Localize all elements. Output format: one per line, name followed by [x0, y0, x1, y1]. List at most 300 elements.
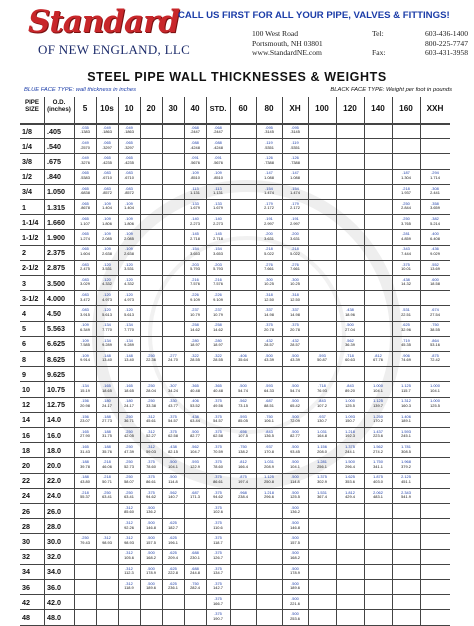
wall-thickness: .088	[191, 140, 199, 145]
schedule-cell	[392, 232, 420, 244]
column-rule	[44, 97, 45, 625]
wall-thickness: .165	[103, 383, 111, 389]
wall-thickness: .322	[191, 352, 199, 358]
schedule-cell	[282, 430, 308, 442]
weight-per-foot: 36.71	[124, 418, 134, 424]
schedule-cell	[392, 171, 420, 183]
weight-per-foot: 78.60	[213, 463, 223, 469]
wall-thickness: .250	[147, 383, 155, 389]
wall-thickness: .500	[291, 550, 299, 556]
wall-thickness: .187	[402, 170, 410, 176]
weight-per-foot: 2.997	[290, 220, 300, 226]
weight-per-foot: 118.9	[124, 585, 134, 591]
wall-thickness: .120	[125, 276, 133, 282]
wall-thickness: .083	[81, 292, 89, 297]
weight-per-foot: 10.79	[190, 311, 200, 317]
weight-per-foot: 94.62	[213, 494, 223, 500]
weight-per-foot: 3.653	[213, 250, 223, 256]
weight-per-foot: 170.2	[373, 418, 383, 424]
row-rule	[20, 336, 450, 337]
wall-thickness: .088	[214, 140, 222, 145]
weight-per-foot: .3297	[102, 144, 112, 150]
weight-per-foot: 7.576	[213, 281, 223, 287]
outside-diameter: 22.0	[47, 476, 61, 486]
weight-per-foot: 245.1	[401, 433, 411, 439]
wall-thickness: .500	[169, 474, 177, 480]
schedule-cell	[118, 430, 140, 442]
wall-thickness: .906	[402, 352, 410, 358]
wall-thickness: .375	[214, 504, 222, 510]
weight-per-foot: 140.7	[168, 494, 178, 500]
wall-thickness: 1.093	[345, 413, 355, 419]
schedule-cell	[364, 491, 392, 503]
weight-per-foot: 164.8	[317, 433, 327, 439]
wall-thickness: .250	[125, 474, 133, 480]
wall-thickness: .165	[125, 383, 133, 389]
weight-per-foot: 102.6	[213, 509, 223, 515]
schedule-cell	[364, 475, 392, 487]
schedule-cell	[364, 445, 392, 457]
schedule-cell	[140, 399, 162, 411]
wall-thickness: .500	[291, 459, 299, 465]
wall-thickness: .179	[291, 200, 299, 206]
schedule-cell	[184, 247, 206, 259]
schedule-cell	[282, 293, 308, 305]
row-rule	[20, 184, 450, 185]
schedule-cell	[336, 491, 364, 503]
wall-thickness: .120	[103, 307, 111, 313]
row-rule	[20, 579, 450, 580]
wall-thickness: .154	[291, 185, 299, 191]
weight-per-foot: 31.75	[102, 433, 112, 439]
pipe-size: 12	[22, 400, 30, 410]
weight-per-foot: 18.96	[345, 311, 355, 317]
weight-per-foot: 46.06	[102, 463, 112, 469]
pipe-size: 18	[22, 445, 30, 455]
weight-per-foot: 209.4	[168, 554, 178, 560]
wall-thickness: .068	[191, 124, 199, 130]
weight-per-foot: 1.131	[190, 190, 200, 196]
weight-per-foot: 63.41	[102, 494, 112, 500]
schedule-cell	[230, 354, 256, 366]
schedule-cell	[96, 141, 118, 153]
wall-thickness: .120	[125, 307, 133, 313]
schedule-cell	[206, 475, 230, 487]
wall-thickness: .562	[239, 398, 247, 404]
wall-thickness: .109	[103, 231, 111, 237]
contact-value: 603-431-3958	[424, 48, 468, 57]
wall-thickness: 2.062	[373, 489, 383, 495]
wall-thickness: .065	[81, 231, 89, 237]
wall-thickness: .065	[81, 170, 89, 176]
schedule-cell	[162, 399, 184, 411]
pipe-size: 3-1/2	[22, 293, 39, 303]
schedule-cell	[140, 445, 162, 457]
schedule-cell	[184, 293, 206, 305]
weight-per-foot: 9.289	[102, 342, 112, 348]
wall-thickness: .250	[147, 398, 155, 404]
schedule-cell	[74, 308, 96, 320]
weight-per-foot: 1.679	[213, 205, 223, 211]
schedule-cell	[184, 491, 206, 503]
wall-thickness: .294	[431, 170, 439, 176]
wall-thickness: .625	[402, 322, 410, 328]
wall-thickness: .375	[291, 322, 299, 328]
schedule-cell	[420, 247, 450, 259]
wall-thickness: .937	[318, 413, 326, 419]
weight-per-foot: 150.7	[345, 418, 355, 424]
wall-thickness: .109	[214, 170, 222, 176]
weight-per-foot: 34.24	[168, 387, 178, 393]
weight-per-foot: 1.714	[430, 174, 440, 180]
schedule-cell	[308, 460, 336, 472]
schedule-cell	[256, 430, 282, 442]
schedule-cell	[96, 293, 118, 305]
weight-per-foot: 2.844	[401, 205, 411, 211]
outside-diameter: 18.0	[47, 445, 61, 455]
wall-thickness: .145	[191, 231, 199, 237]
schedule-cell	[184, 354, 206, 366]
wall-thickness: .687	[191, 489, 199, 495]
schedule-cell	[282, 521, 308, 533]
weight-per-foot: 39.78	[80, 463, 90, 469]
wall-thickness: .091	[214, 155, 222, 161]
schedule-cell	[282, 217, 308, 229]
wall-thickness: .375	[169, 428, 177, 434]
wall-thickness: .065	[81, 216, 89, 221]
wall-thickness: .500	[147, 580, 155, 586]
wall-thickness: .688	[191, 565, 199, 571]
schedule-cell	[96, 536, 118, 548]
weight-per-foot: 47.39	[124, 448, 134, 454]
wall-thickness: .191	[265, 216, 273, 221]
schedule-cell	[74, 430, 96, 442]
legend-wall-thickness: BLUE FACE TYPE: wall thickness in inches	[24, 87, 137, 93]
pipe-size: 9	[22, 369, 26, 379]
schedule-cell	[162, 475, 184, 487]
wall-thickness: .593	[265, 383, 273, 389]
outside-diameter: 5.563	[47, 324, 65, 334]
wall-thickness: .438	[191, 413, 199, 419]
schedule-cell	[184, 308, 206, 320]
schedule-cell	[256, 460, 282, 472]
outside-diameter: .840	[47, 172, 61, 182]
schedule-cell	[282, 126, 308, 138]
website-link[interactable]: www.StandardNE.com	[252, 48, 322, 57]
weight-per-foot: .2447	[213, 129, 223, 135]
wall-thickness: .120	[103, 292, 111, 297]
weight-per-foot: 146.8	[290, 524, 300, 530]
schedule-cell	[282, 612, 308, 624]
wall-thickness: .250	[125, 489, 133, 495]
outside-diameter: 14.0	[47, 415, 61, 425]
wall-thickness: .148	[125, 352, 133, 358]
wall-thickness: .120	[103, 276, 111, 282]
schedule-cell	[256, 187, 282, 199]
column-header: 10	[124, 104, 134, 113]
wall-thickness: .180	[103, 398, 111, 404]
weight-per-foot: 14.62	[190, 326, 200, 332]
schedule-cell	[118, 551, 140, 563]
wall-thickness: .625	[169, 565, 177, 571]
wall-thickness: .218	[103, 474, 111, 480]
weight-per-foot: .1863	[102, 129, 112, 135]
wall-thickness: .375	[214, 428, 222, 434]
column-header: XH	[289, 104, 301, 113]
weight-per-foot: 1.679	[190, 205, 200, 211]
weight-per-foot: 67.76	[373, 357, 383, 363]
row-rule	[20, 564, 450, 565]
contact-value: 603-436-1400	[424, 29, 468, 38]
schedule-cell	[140, 384, 162, 396]
weight-per-foot: .7388	[264, 159, 274, 165]
wall-thickness: .500	[169, 459, 177, 465]
schedule-cell	[74, 293, 96, 305]
wall-thickness: .109	[125, 246, 133, 252]
weight-per-foot: .3145	[264, 129, 274, 135]
wall-thickness: .375	[402, 261, 410, 267]
wall-thickness: .375	[214, 565, 222, 571]
schedule-cell	[74, 141, 96, 153]
weight-per-foot: 62.58	[168, 433, 178, 439]
schedule-cell	[118, 156, 140, 168]
schedule-cell	[392, 278, 420, 290]
weight-per-foot: 3.472	[80, 296, 90, 302]
wall-thickness: .500	[191, 428, 199, 434]
wall-thickness: .500	[147, 565, 155, 571]
wall-thickness: .218	[265, 246, 273, 252]
contact-row	[372, 48, 468, 58]
wall-thickness: .330	[169, 398, 177, 404]
schedule-cell	[184, 278, 206, 290]
weight-per-foot: 4.332	[124, 281, 134, 287]
outside-diameter: 48.0	[47, 612, 61, 622]
weight-per-foot: 2.638	[102, 250, 112, 256]
wall-thickness: .500	[147, 550, 155, 556]
weight-per-foot: 53.16	[430, 342, 440, 348]
weight-per-foot: .2570	[80, 144, 90, 150]
weight-per-foot: .4248	[190, 144, 200, 150]
wall-thickness: .188	[103, 444, 111, 449]
wall-thickness: .049	[81, 155, 89, 161]
pipe-size: 3/8	[22, 156, 32, 166]
wall-thickness: .375	[169, 413, 177, 419]
wall-thickness: 1.031	[317, 428, 327, 434]
schedule-cell	[140, 491, 162, 503]
schedule-cell	[140, 506, 162, 518]
wall-thickness: .312	[125, 520, 133, 525]
row-rule	[20, 260, 450, 261]
schedule-cell	[140, 536, 162, 548]
wall-thickness: .937	[265, 444, 273, 449]
address-line: Portsmouth, NH 03801	[252, 38, 323, 48]
schedule-cell	[336, 460, 364, 472]
weight-per-foot: 253.6	[290, 615, 300, 621]
schedule-cell	[420, 171, 450, 183]
weight-per-foot: 208.9	[264, 463, 274, 469]
schedule-cell	[308, 354, 336, 366]
schedule-cell	[96, 217, 118, 229]
wall-thickness: 1.500	[345, 459, 355, 465]
column-header: 120	[343, 104, 357, 113]
schedule-cell	[230, 491, 256, 503]
outside-diameter: 12.75	[47, 400, 65, 410]
weight-per-foot: 166.4	[238, 463, 248, 469]
wall-thickness: .843	[318, 398, 326, 404]
schedule-cell	[308, 384, 336, 396]
contact-label: Tel:	[372, 29, 384, 38]
schedule-cell	[282, 187, 308, 199]
wall-thickness: .091	[191, 155, 199, 161]
weight-per-foot: 2.441	[430, 190, 440, 196]
schedule-cell	[96, 445, 118, 457]
schedule-cell	[256, 171, 282, 183]
wall-thickness: .250	[125, 428, 133, 434]
pipe-size: 30	[22, 536, 30, 546]
schedule-cell	[282, 491, 308, 503]
schedule-cell	[282, 156, 308, 168]
weight-per-foot: 7.585	[80, 342, 90, 348]
weight-per-foot: 114.8	[168, 478, 178, 484]
weight-per-foot: .8510	[190, 174, 200, 180]
weight-per-foot: 14.98	[264, 311, 274, 317]
wall-thickness: .258	[191, 322, 199, 328]
weight-per-foot: 27.90	[80, 433, 90, 439]
outside-diameter: 36.0	[47, 582, 61, 592]
weight-per-foot: 72.09	[290, 418, 300, 424]
pipe-size: 1-1/2	[22, 232, 39, 242]
weight-per-foot: 353.6	[345, 478, 355, 484]
wall-thickness: .750	[431, 322, 439, 328]
outside-diameter: 10.75	[47, 384, 65, 394]
schedule-cell	[364, 399, 392, 411]
wall-thickness: 1.125	[401, 383, 411, 389]
schedule-cell	[364, 460, 392, 472]
weight-per-foot: 4.973	[102, 296, 112, 302]
schedule-cell	[74, 354, 96, 366]
weight-per-foot: 13.69	[430, 266, 440, 272]
wall-thickness: .365	[214, 383, 222, 389]
schedule-cell	[162, 567, 184, 579]
weight-per-foot: 308.5	[401, 448, 411, 454]
wall-thickness: .109	[103, 200, 111, 206]
logo-wordmark: Standard	[28, 4, 180, 40]
weight-per-foot: 1.404	[102, 205, 112, 211]
wall-thickness: .500	[291, 596, 299, 601]
schedule-cell	[184, 399, 206, 411]
wall-thickness: .226	[214, 292, 222, 297]
wall-thickness: .687	[265, 398, 273, 404]
outside-diameter: 28.0	[47, 521, 61, 531]
wall-thickness: .625	[169, 580, 177, 586]
wall-thickness: .035	[81, 124, 89, 130]
wall-thickness: .625	[169, 535, 177, 541]
wall-thickness: .109	[125, 200, 133, 206]
schedule-cell	[206, 536, 230, 548]
outside-diameter: 4.000	[47, 293, 65, 303]
schedule-cell	[74, 232, 96, 244]
weight-per-foot: 63.41	[124, 494, 134, 500]
wall-thickness: .083	[81, 276, 89, 282]
wall-thickness: 1.812	[345, 489, 355, 495]
weight-per-foot: 54.74	[290, 387, 300, 393]
weight-per-foot: 60.63	[345, 357, 355, 363]
wall-thickness: .562	[169, 489, 177, 495]
wall-thickness: 1.000	[345, 398, 355, 404]
wall-thickness: .432	[291, 337, 299, 343]
schedule-cell	[420, 232, 450, 244]
schedule-cell	[206, 232, 230, 244]
wall-thickness: .500	[291, 535, 299, 541]
schedule-cell	[282, 597, 308, 609]
weight-per-foot: 1.088	[264, 174, 274, 180]
schedule-cell	[336, 308, 364, 320]
schedule-cell	[206, 445, 230, 457]
weight-per-foot: 7.770	[102, 326, 112, 332]
wall-thickness: .065	[103, 140, 111, 145]
schedule-cell	[206, 187, 230, 199]
wall-thickness: .312	[125, 550, 133, 556]
weight-per-foot: 236.1	[168, 585, 178, 591]
schedule-cell	[364, 430, 392, 442]
weight-per-foot: 35.76	[102, 448, 112, 454]
wall-thickness: .375	[214, 535, 222, 541]
page-title: STEEL PIPE WALL THICKNESSES & WEIGHTS	[87, 70, 387, 84]
contact-value: 800-225-7747	[424, 38, 468, 48]
weight-per-foot: 126.7	[213, 554, 223, 560]
weight-per-foot: 98.93	[102, 539, 112, 545]
schedule-cell	[140, 354, 162, 366]
wall-thickness: 1.562	[373, 444, 383, 449]
schedule-cell	[392, 202, 420, 214]
wall-thickness: .500	[291, 565, 299, 571]
weight-per-foot: .4248	[213, 144, 223, 150]
pipe-size: 22	[22, 476, 30, 486]
schedule-cell	[256, 247, 282, 259]
wall-thickness: .065	[125, 155, 133, 161]
schedule-cell	[74, 171, 96, 183]
pipe-size: 1/8	[22, 126, 32, 136]
weight-per-foot: 190.7	[213, 615, 223, 621]
wall-thickness: .049	[125, 124, 133, 130]
schedule-cell	[74, 475, 96, 487]
weight-per-foot: 5.793	[190, 266, 200, 272]
weight-per-foot: 18.58	[430, 281, 440, 287]
row-rule	[20, 609, 450, 610]
row-rule	[20, 199, 450, 200]
schedule-cell	[282, 308, 308, 320]
weight-per-foot: 136.5	[264, 433, 274, 439]
weight-per-foot: .2447	[190, 129, 200, 135]
wall-thickness: .250	[402, 200, 410, 206]
weight-per-foot: 3.653	[190, 250, 200, 256]
schedule-cell	[96, 171, 118, 183]
schedule-cell	[230, 399, 256, 411]
wall-thickness: .083	[81, 307, 89, 313]
wall-thickness: .133	[214, 200, 222, 206]
weight-per-foot: 58.07	[124, 478, 134, 484]
wall-thickness: 1.281	[317, 459, 327, 465]
wall-thickness: .812	[239, 459, 247, 465]
weight-per-foot: 78.60	[146, 463, 156, 469]
schedule-cell	[96, 339, 118, 351]
wall-thickness: .165	[81, 444, 89, 449]
weight-per-foot: 189.6	[290, 585, 300, 591]
schedule-cell	[74, 323, 96, 335]
wall-thickness: .154	[214, 246, 222, 252]
schedule-cell	[118, 232, 140, 244]
wall-thickness: .406	[239, 352, 247, 358]
